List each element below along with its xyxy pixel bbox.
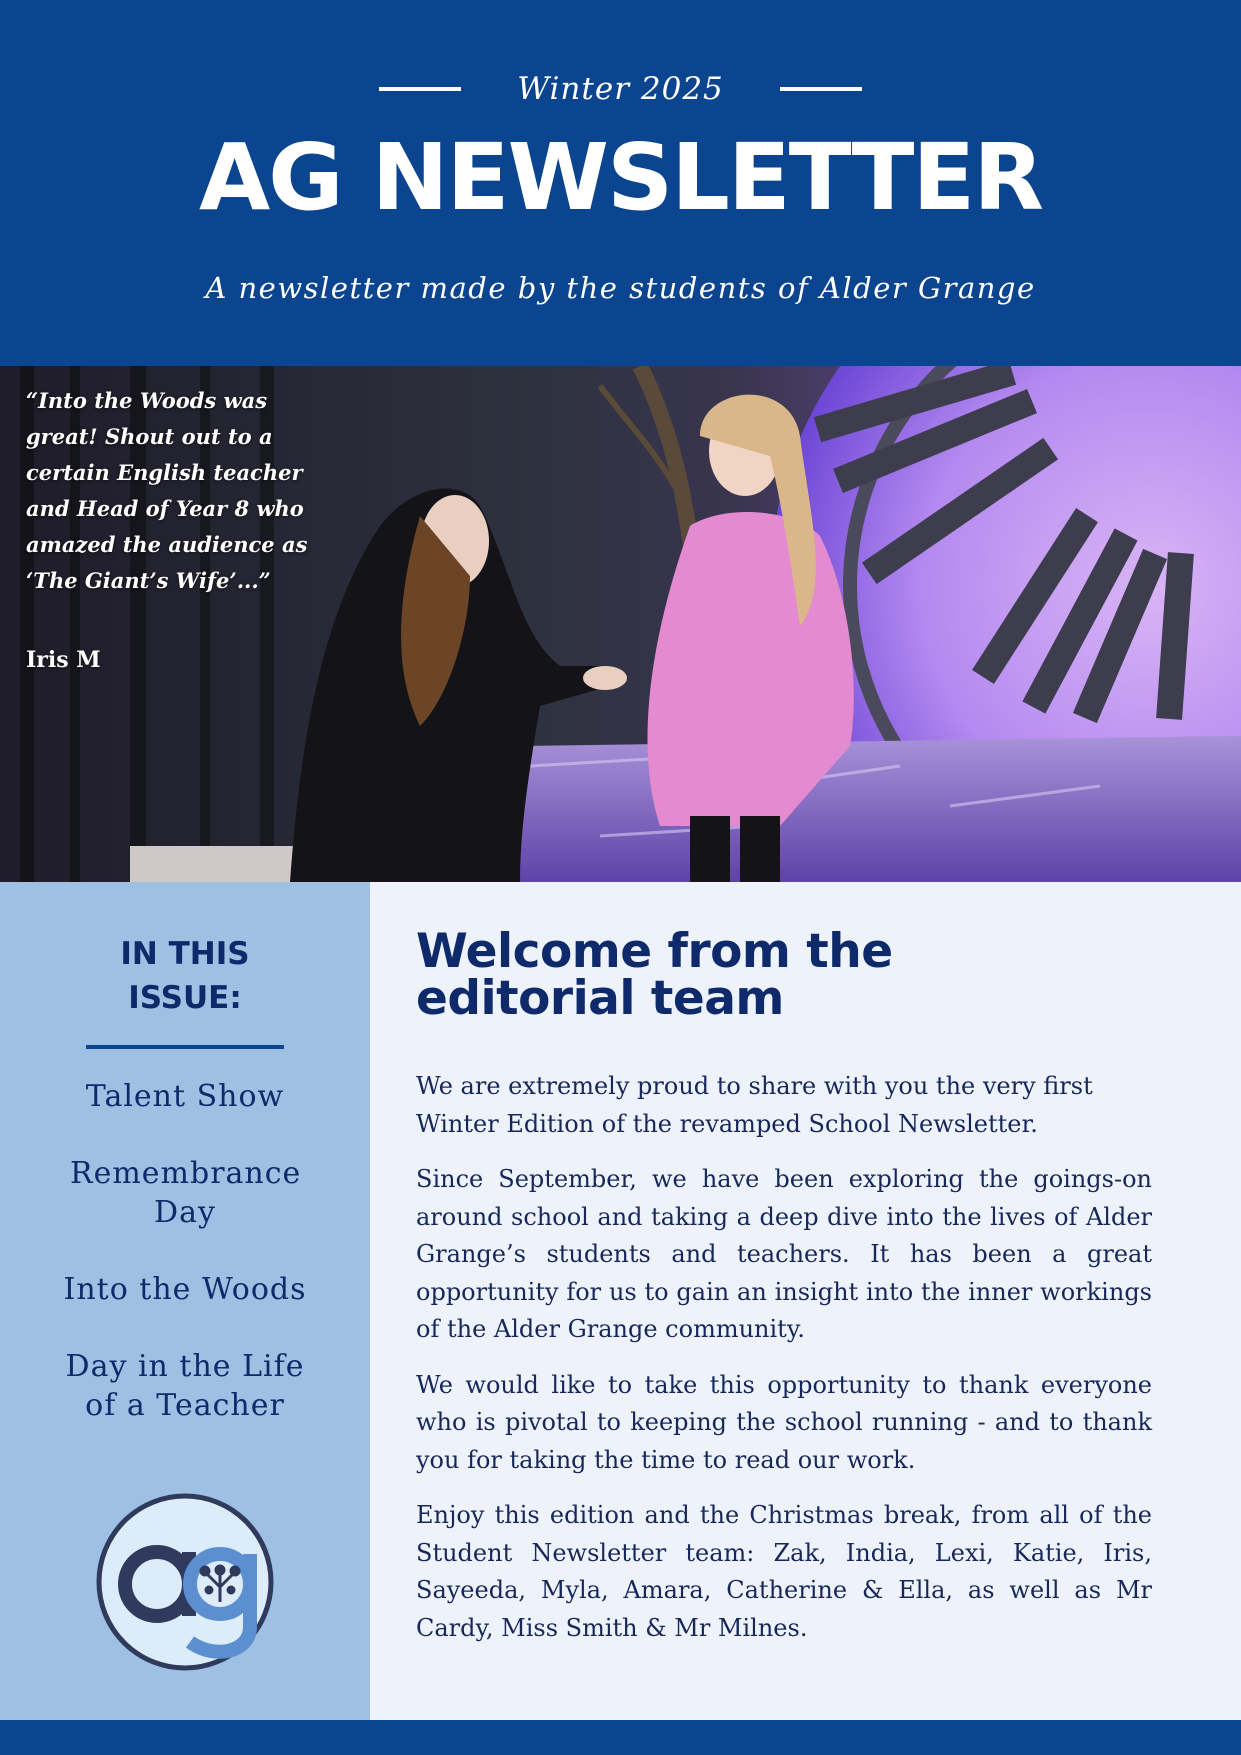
toc-item-day-in-the-life[interactable] bbox=[20, 1347, 350, 1425]
article-paragraph: Since September, we have been exploring the goings-on around school and taking a deep dive into the lives of Alder Grange’s students and teachers. It has been a great opportunity for us to gain an insight into the inner workings of the Alder Grange community. bbox=[416, 1165, 1152, 1343]
season-rule-left bbox=[379, 87, 461, 91]
toc-divider bbox=[86, 1045, 284, 1049]
article-paragraph: We would like to take this opportunity to thank everyone who is pivotal to keeping the school running - and to thank you for taking the time to read our work. bbox=[416, 1370, 1152, 1474]
newsletter-subtitle: A newsletter made by the students of Alder Grange bbox=[205, 271, 1036, 305]
season-row bbox=[0, 64, 1241, 114]
season-rule-right bbox=[780, 87, 862, 91]
toc-item-label: Day in the Life of a Teacher bbox=[65, 1349, 305, 1423]
toc-list bbox=[20, 1077, 350, 1463]
toc-heading bbox=[0, 932, 370, 1020]
feature-photo bbox=[0, 366, 1241, 882]
issue-season: Winter 2025 bbox=[517, 71, 724, 107]
toc-item-label: Remembrance Day bbox=[70, 1156, 302, 1230]
article-paragraph: We are extremely proud to share with you the very first Winter Edition of the revamped School Newsletter. bbox=[416, 1072, 1093, 1138]
masthead bbox=[0, 0, 1241, 366]
article-body bbox=[416, 1068, 1152, 1665]
school-logo bbox=[95, 1492, 275, 1672]
footer-bar bbox=[0, 1720, 1241, 1755]
article-paragraph: Enjoy this edition and the Christmas break, from all of the Student Newsletter team: Zak, India, Lexi, Katie, Iris, Sayeeda, Myla, Amara, Catherine & Ella, as well as Mr Cardy, Miss Smith & Mr Milnes. bbox=[416, 1501, 1152, 1642]
pull-quote-author: Iris M bbox=[26, 647, 101, 673]
toc-item-talent-show[interactable]: Talent Show bbox=[85, 1079, 285, 1114]
article-title: Welcome from the editorial team bbox=[416, 924, 893, 1026]
ag-logo-icon bbox=[95, 1492, 275, 1672]
toc-item-into-the-woods[interactable]: Into the Woods bbox=[63, 1272, 307, 1307]
toc-item-remembrance-day[interactable] bbox=[20, 1154, 350, 1232]
pull-quote: “Into the Woods was great! Shout out to a certain English teacher and Head of Year 8 who amazed the audience as ‘The Giant’s Wife’...” bbox=[26, 388, 308, 593]
toc-heading-text: IN THIS ISSUE: bbox=[120, 936, 250, 1016]
in-this-issue-sidebar bbox=[0, 882, 370, 1720]
newsletter-title: AG NEWSLETTER bbox=[198, 124, 1043, 231]
welcome-article bbox=[370, 882, 1241, 1720]
